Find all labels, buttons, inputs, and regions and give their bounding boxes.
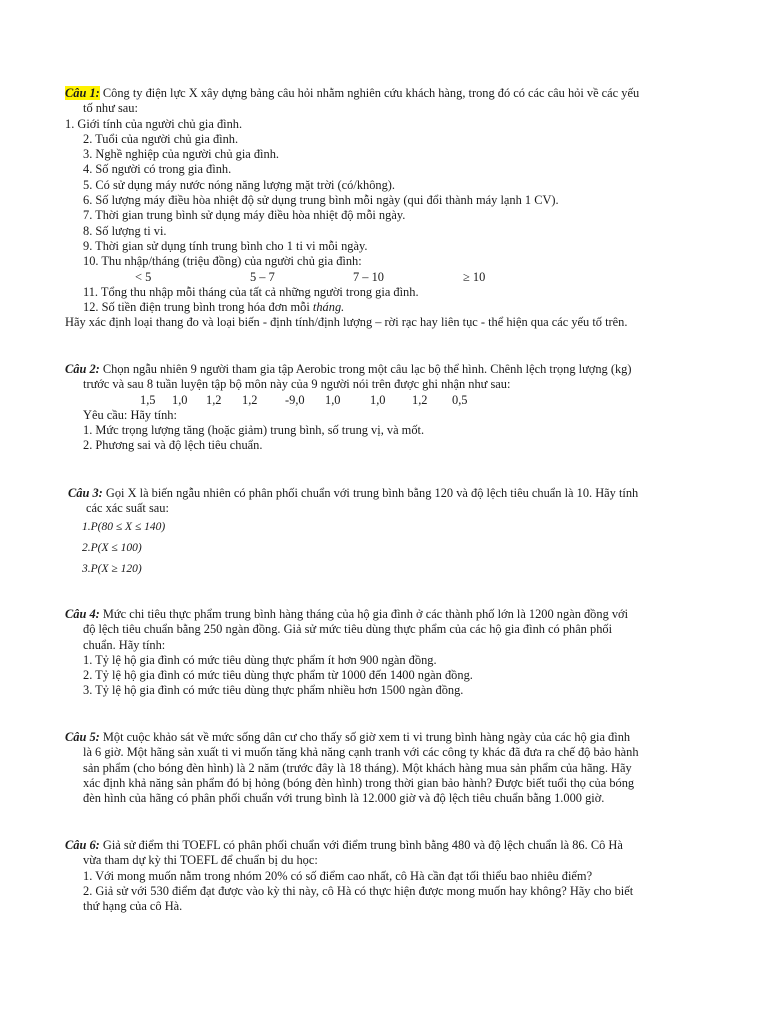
income-range: 7 – 10 [353,269,384,284]
question-6-label: Câu 6: [65,838,100,852]
question-4-intro-cont: độ lệch tiêu chuẩn bằng 250 ngàn đồng. Giả sử mức tiêu dùng thực phẩm của các hộ gia đình có phân phối [83,622,613,637]
list-item: 1. Tỷ lệ hộ gia đình có mức tiêu dùng thực phẩm ít hơn 900 ngàn đồng. [83,652,437,667]
probability-item: 2.P(X ≤ 100) [82,541,142,554]
list-item: 6. Số lượng máy điều hòa nhiệt độ sử dụng trung bình mỗi ngày (qui đổi thành máy lạnh 1 CV). [83,193,559,208]
question-5-text-cont: xác định khả năng sản phẩm đó bị hỏng (bóng đèn hình) trong thời gian bảo hành? Được biết tuổi thọ của bóng [83,775,635,790]
income-range: < 5 [135,269,152,284]
question-5 [65,730,725,806]
question-5-text-cont: đèn hình của hãng có phân phối chuẩn với trung bình là 12.000 giờ và độ lệch tiêu chuẩn bằng 1.000 giờ. [83,791,605,806]
question-5-text-cont: là 6 giờ. Một hãng sản xuất ti vi muốn tăng khả năng cạnh tranh với các công ty khác đã đưa ra chế độ bảo hành [83,745,639,760]
question-1 [65,86,725,331]
question-2-intro-cont: trước và sau 8 tuần luyện tập bộ môn này của 9 người nói trên được ghi nhận như sau: [83,377,511,392]
question-5-label: Câu 5: [65,730,100,744]
data-value: -9,0 [285,392,305,407]
list-item [65,300,725,315]
question-4-label: Câu 4: [65,607,100,621]
list-item-text: 12. Số tiền điện trung bình trong hóa đơn mỗi [83,300,313,315]
question-5-text: Một cuộc khảo sát về mức sống dân cư cho thấy số giờ xem ti vi trung bình hàng ngày của các hộ gia đình [102,730,631,744]
question-3 [68,486,728,580]
question-6-intro: Giả sử điểm thi TOEFL có phân phối chuẩn với điểm trung bình bằng 480 và độ lệch chuẩn là 86. Cô Hà [102,838,623,852]
probability-item: 3.P(X ≥ 120) [82,562,142,575]
question-4-intro-cont: chuẩn. Hãy tính: [83,637,166,652]
question-4-intro: Mức chi tiêu thực phẩm trung bình hàng tháng của hộ gia đình ở các thành phố lớn là 1200 ngàn đồng với [102,607,629,621]
list-item: 8. Số lượng ti vi. [83,223,167,238]
data-value: 1,2 [206,392,222,407]
list-item: 2. Tuổi của người chủ gia đình. [83,131,239,146]
income-range: ≥ 10 [463,269,486,284]
income-ranges [65,270,725,285]
probability-item: 1.P(80 ≤ X ≤ 140) [82,520,166,533]
list-item: 1. Mức trọng lượng tăng (hoặc giảm) trung bình, số trung vị, và mốt. [83,423,425,438]
list-item: 1. Với mong muốn nằm trong nhóm 20% có số điểm cao nhất, cô Hà cần đạt tối thiểu bao nhiêu điểm? [83,868,593,883]
list-item: 7. Thời gian trung bình sử dụng máy điều hòa nhiệt độ mỗi ngày. [83,208,406,223]
list-item: 11. Tổng thu nhập mỗi tháng của tất cả những người trong gia đình. [83,284,419,299]
data-values [65,393,725,408]
list-item: 2. Tỷ lệ hộ gia đình có mức tiêu dùng thực phẩm từ 1000 đến 1400 ngàn đồng. [83,668,473,683]
data-value: 1,0 [370,392,386,407]
question-2 [65,362,725,454]
data-value: 1,5 [140,392,156,407]
list-item: 4. Số người có trong gia đình. [83,162,232,177]
list-item: 10. Thu nhập/tháng (triệu đồng) của người chủ gia đình: [83,254,362,269]
question-1-intro: Công ty điện lực X xây dựng bảng câu hỏi nhằm nghiên cứu khách hàng, trong đó có các câu hỏi về các yếu [102,86,640,100]
question-2-request: Yêu cầu: Hãy tính: [83,407,177,422]
question-1-task: Hãy xác định loại thang đo và loại biến - định tính/định lượng – rời rạc hay liên tục - thể hiện qua các yếu tố trên. [65,315,628,330]
list-item: thứ hạng của cô Hà. [83,899,183,914]
data-value: 1,2 [412,392,428,407]
question-3-intro: Gọi X là biến ngẫu nhiên có phân phối chuẩn với trung bình bằng 120 và độ lệch tiêu chuẩn là 10. Hãy tính [105,486,639,500]
list-item: 5. Có sử dụng máy nước nóng năng lượng mặt trời (có/không). [83,177,396,192]
data-value: 1,2 [242,392,258,407]
question-2-label: Câu 2: [65,362,100,376]
list-item: 2. Phương sai và độ lệch tiêu chuẩn. [83,438,263,453]
data-value: 1,0 [325,392,341,407]
question-1-intro-cont: tố như sau: [83,101,138,116]
question-2-intro: Chọn ngẫu nhiên 9 người tham gia tập Aerobic trong một câu lạc bộ thể hình. Chênh lệch trọng lượng (kg) [102,362,632,376]
list-item: 3. Tỷ lệ hộ gia đình có mức tiêu dùng thực phẩm nhiều hơn 1500 ngàn đồng. [83,683,464,698]
list-item: 9. Thời gian sử dụng tính trung bình cho 1 ti vi mỗi ngày. [83,238,368,253]
list-item: 3. Nghề nghiệp của người chủ gia đình. [83,147,279,162]
question-5-text-cont: sản phẩm (cho bóng đèn hình) là 2 năm (trước đây là 18 tháng). Một khách hàng mua sản phẩm của hãng. Hãy [83,760,632,775]
question-4 [65,607,725,699]
income-range: 5 – 7 [250,269,275,284]
list-item-text-italic: tháng. [312,300,345,315]
question-1-label: Câu 1: [65,86,100,100]
list-item: 2. Giả sử với 530 điểm đạt được vào kỳ thi này, cô Hà có thực hiện được mong muốn hay không? Hãy cho biết [83,883,634,898]
question-3-label: Câu 3: [68,486,103,500]
data-value: 1,0 [172,392,188,407]
data-value: 0,5 [452,392,468,407]
list-item: 1. Giới tính của người chủ gia đình. [65,116,243,131]
question-3-intro-cont: các xác suất sau: [86,501,169,516]
question-6-intro-cont: vừa tham dự kỳ thi TOEFL để chuẩn bị du học: [83,853,318,868]
question-6 [65,838,725,914]
